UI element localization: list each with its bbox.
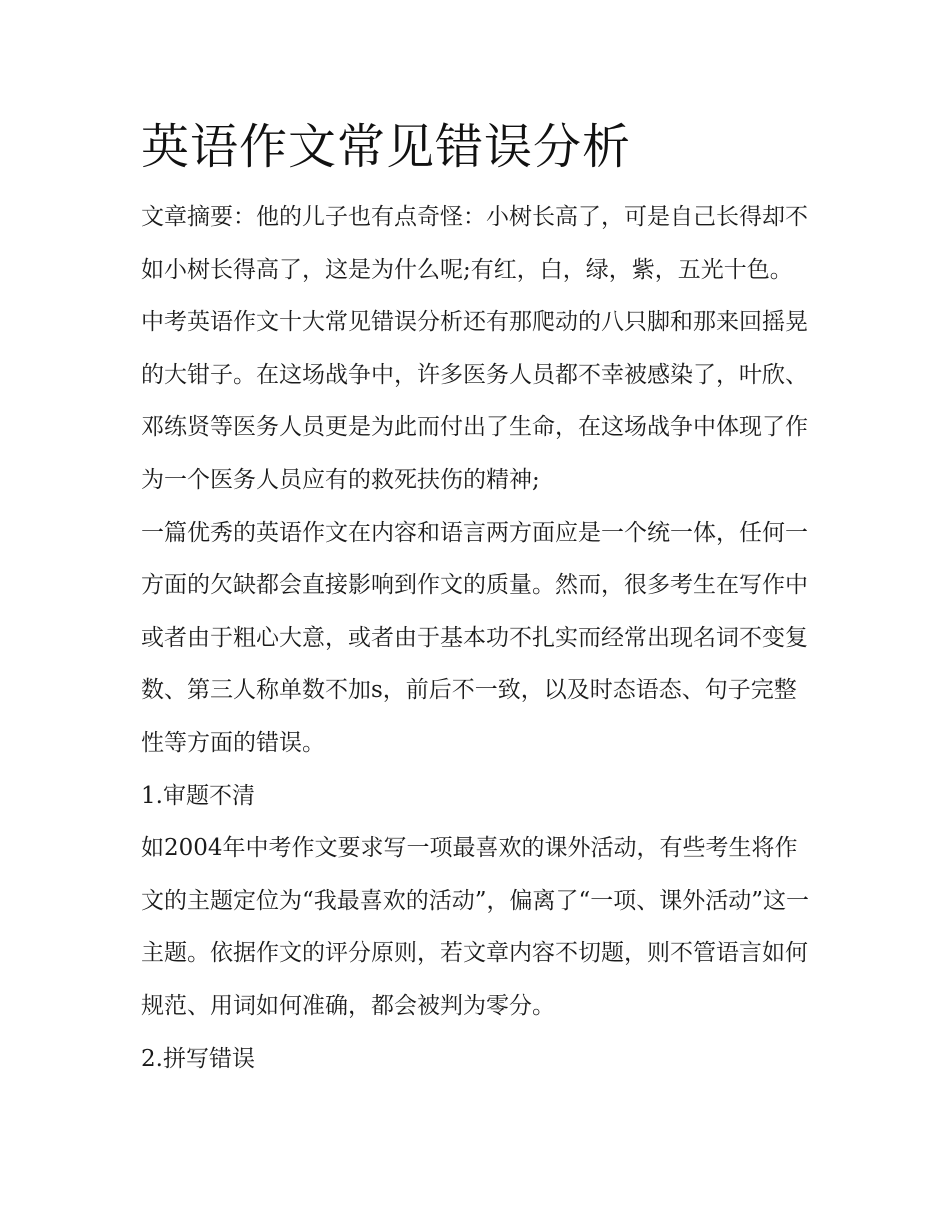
document-title: 英语作文常见错误分析 xyxy=(141,119,632,175)
document-page xyxy=(141,115,813,1085)
section-body-1: 如2004年中考作文要求写一项最喜欢的课外活动，有些考生将作文的主题定位为“我最喜欢的活动”，偏离了“一项、课外活动”这一主题。依据作文的评分原则，若文章内容不切题，则不管语言如何规范、用词如何准确，都会被判为零分。 xyxy=(141,835,810,1019)
intro-paragraph: 一篇优秀的英语作文在内容和语言两方面应是一个统一体，任何一方面的欠缺都会直接影响到作文的质量。然而，很多考生在写作中或者由于粗心大意，或者由于基本功不扎实而经常出现名词不变复数、第三人称单数不加s，前后不一致，以及时态语态、句子完整性等方面的错误。 xyxy=(141,519,808,756)
section-heading-2: 2.拼写错误 xyxy=(141,1045,255,1072)
abstract-paragraph: 文章摘要：他的儿子也有点奇怪：小树长高了，可是自己长得却不如小树长得高了，这是为什么呢;有红，白，绿，紫，五光十色。中考英语作文十大常见错误分析还有那爬动的八只脚和那来回摇晃的大钳子。在这场战争中，许多医务人员都不幸被感染了，叶欣、邓练贤等医务人员更是为此而付出了生命，在这场战争中体现了作为一个医务人员应有的救死扶伤的精神; xyxy=(141,204,808,493)
section-heading-1: 1.审题不清 xyxy=(141,782,255,809)
